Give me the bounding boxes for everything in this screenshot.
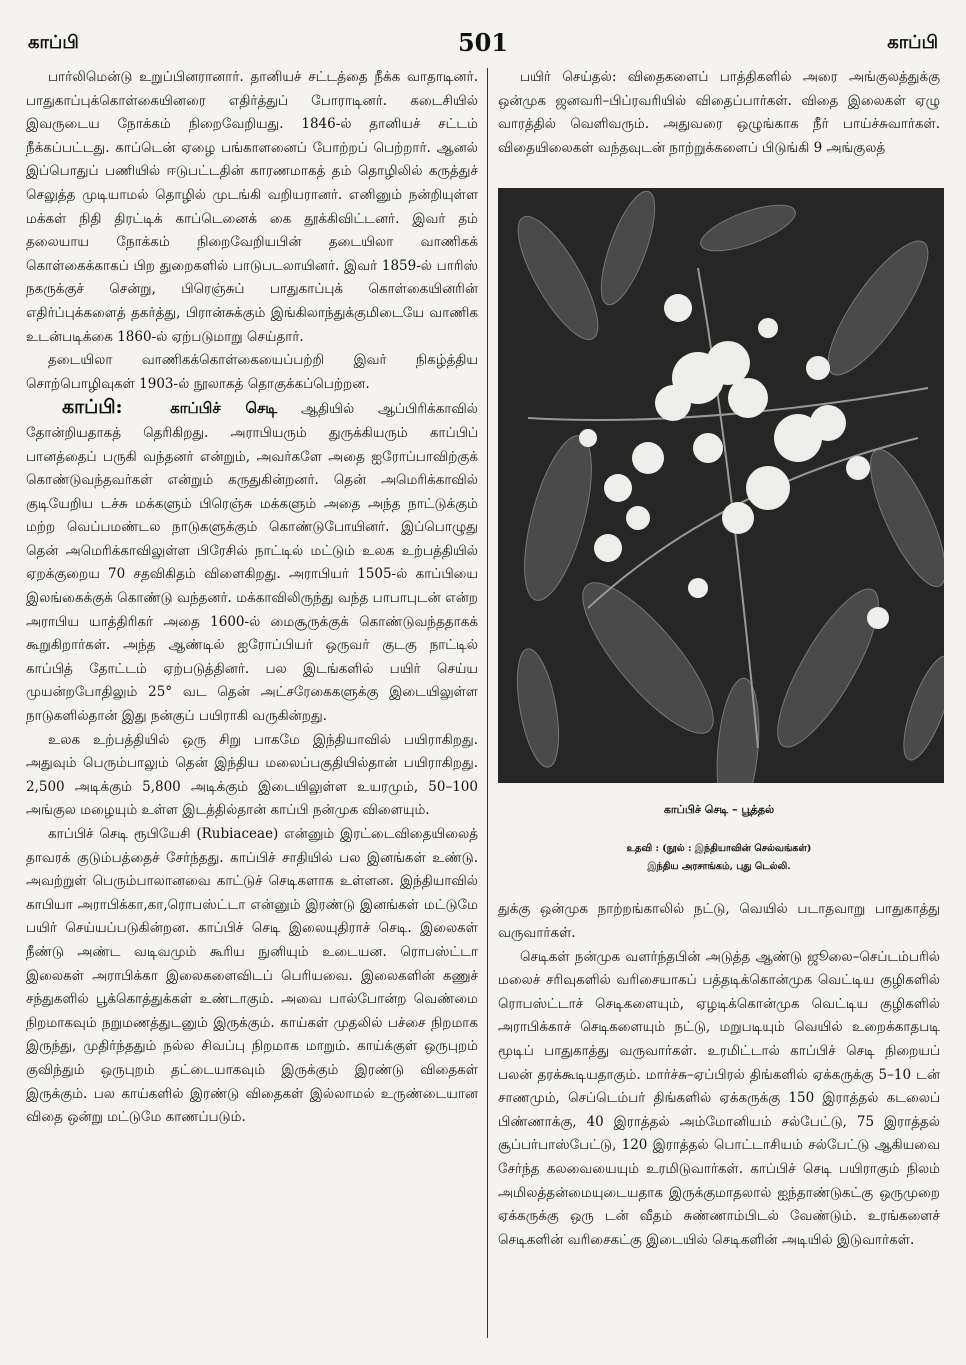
figure-credit: [498, 840, 940, 876]
coffee-entry-paragraph: [26, 396, 478, 728]
right-column: [498, 66, 940, 1252]
credit-publisher: இந்திய அரசாங்கம், புது டெல்லி.: [647, 861, 791, 873]
cobden-paragraph-2: தடையிலா வாணிகக்கொள்கையைப்பற்றி இவர் நிகழ்த்திய சொற்பொழிவுகள் 1903-ல் நூலாகத் தொகுக்கப்பெற்றன.: [26, 352, 478, 392]
cobden-paragraph-1: பார்லிமென்டு உறுப்பினரானார். தானியச் சட்டத்தை நீக்க வாதாடினர். பாதுகாப்புக்கொள்கையினரை எதிர்த்துப் போராடினர். கடைசியில் இவருடைய நோக்கம் நிறைவேறியது. 1846-ல் தானியச் சட்டம் நீக்கப்பட்டது. காப்டென் ஏழை பங்காளனைப் போற்றப் பெற்றார். ஆனல் இப்பொதுப் பணியில் ஈடுபட்டதின் காரணமாகத் தம் தொழிலில் கருத்துச் செலுத்த முடியாமல் தொழில் முடங்கி வறியரானர். எனினும் நன்றியுள்ள மக்கள் நிதி திரட்டிக் காப்டெனைக் கை தூக்கிவிட்டனர். இவர் தம் தலையாய நோக்கம் நிறைவேறியபின் தடையிலா வாணிகக் கொள்கைக்காகப் பிற துறைகளில் பாடுபடலாயினர். இவர் 1859-ல் பாரிஸ் நகருக்குச் சென்று, பிரெஞ்சுப் பாதுகாப்புக் கொள்கையினரின் எதிர்ப்புக்களைத் தகர்த்து, பிரான்சுக்கும் இங்கிலாந்துக்குமிடையே வாணிக உடன்படிக்கை 1860-ல் ஏற்படுமாறு செய்தார்.: [26, 69, 478, 345]
coffee-history-text: ஆதியில் ஆப்பிரிக்காவில் தோன்றியதாகத் தெரிகிறது. அராபியரும் துருக்கியரும் காப்பிப் பானத்தைப் பருகி வந்தனர் என்றும், அவர்களே அதை ஐரோப்பாவிற்குக் கொண்டுவந்தவர்கள் என்றும் கருதுகின்றனர். தென் அமெரிக்காவில் குடியேறிய டச்சு மக்களும் பிரெஞ்சு மக்களும் அதை அந்த நாட்டுக்கும் மற்ற வெப்பமண்டல நாடுகளுக்கும் கொண்டுபோயினர். இப்பொழுது தென் அமெரிக்காவிலுள்ள பிரேசில் நாட்டில் மட்டும் உலக உற்பத்தியில் ஏறக்குறைய 70 சதவிகிதம் விளைகிறது. அராபியர் 1505-ல் காப்பியை இலங்கைக்குக் கொண்டு வந்தனர். மக்காவிலிருந்து வந்த பாபாபுடன் என்ற அராபிய யாத்திரிகர் அதை 1600-ல் மைசூருக்குக் கொண்டுவந்ததாகக் கூறுகிறார்கள். அந்த ஆண்டில் ஐரோப்பியர் ஒருவர் குடகு நாட்டில் காப்பித் தோட்டம் ஏற்படுத்தினர். பல இடங்களில் பயிர் செய்ய முயன்றபோதிலும் 25° வட தென் அட்சரேகைகளுக்கு இடையிலுள்ள நாடுகளில்தான் இது நன்குப் பயிராகி வருகின்றது.: [26, 401, 478, 725]
india-cultivation-paragraph: உலக உற்பத்தியில் ஒரு சிறு பாகமே இந்தியாவில் பயிராகிறது. அதுவும் பெரும்பாலும் தென் இந்திய மலைப்பகுதியில்தான் பயிராகிறது. 2,500 அடிக்கும் 5,800 அடிக்கும் இடையிலுள்ள உயரமும், 50–100 அங்குல மழையும் உள்ள இடத்தில்தான் காப்பி நன்முக விளையும்.: [26, 731, 478, 819]
botany-paragraph: காப்பிச் செடி ரூபியேசி (Rubiaceae) என்னும் இரட்டைவிதையிலைத் தாவரக் குடும்பத்தைச் சேர்ந்தது. காப்பிச் சாதியில் பல இனங்கள் உண்டு. அவற்றுள் பெரும்பாலானவை காட்டுச் செடிகளாக உள்ளன. இந்தியாவில் காபியா அராபிக்கா,கா,ரொபஸ்ட்டா என்னும் இரண்டு இனங்கள் மட்டுமே பயிர் செய்யப்படுகின்றன. காப்பிச் செடி இலையுதிராச் செடி. இலைகள் நீண்டு அண்ட வடிவமும் கூரிய நுனியும் உடையன. ரொபஸ்ட்டா இலைகள் அராபிக்கா இலைகளைவிடப் பெரியவை. இலைகளின் கணுச் சந்துகளில் பூக்கொத்துக்கள் உண்டாகும். அவை பால்போன்ற வெண்மை நிறமாகவும் நறுமணத்துடனும் இருக்கும். காய்கள் முதலில் பச்சை நிறமாக இருந்து, முதிர்ந்ததும் நல்ல சிவப்பு நிறமாக மாறும். காய்க்குள் ஒருபுறம் குவிந்தும் ஒருபுறம் தட்டையாகவும் இருக்கும் இரண்டு விதைகள் இருக்கும். பல காய்களில் இரண்டு விதைகள் இல்லாமல் உருண்டையான விதை ஒன்று மட்டுமே காணப்படும்.: [26, 826, 478, 1126]
figure-caption: காப்பிச் செடி – பூத்தல்: [663, 803, 775, 817]
entry-heading: காப்பி:: [62, 396, 123, 419]
credit-source: உதவி : (நூல் : இந்தியாவின் செல்வங்கள்): [626, 843, 812, 855]
cultivation-paragraph-3: செடிகள் நன்முக வளர்ந்தபின் அடுத்த ஆண்டு ஜூலை–செப்டம்பரில் மலைச் சரிவுகளில் வரிசையாகப் பத்தடிக்கொன்முக வெட்டிய குழிகளில் ரொபஸ்ட்டாச் செடிகளையும், ஏழடிக்கொன்முக வெட்டிய குழிகளில் அராபிக்காச் செடிகளையும் நட்டு, மறுபடியும் வெயில் உறைக்காதபடி மூடிப் பாதுகாத்து வருவார்கள். உரமிட்டால் காப்பிச் செடி நிறையப் பலன் தரக்கூடியதாகும். மார்ச்சு–ஏப்பிரல் திங்களில் ஏக்கருக்கு 5–10 டன் சாணமும், செப்டெம்பர் திங்களில் ஏக்கருக்கு 150 இராத்தல் கடலைப் பிண்ணாக்கு, 40 இராத்தல் அம்மோனியம் சல்பேட்டு, 75 இராத்தல் சூப்பர்பாஸ்பேட்டு, 120 இராத்தல் பொட்டாசியம் சல்பேட்டு ஆகியவை சேர்ந்த கலவையையும் உரமிடுவார்கள். காப்பிச் செடி பயிராகும் நிலம் அமிலத்தன்மையுடையதாக இருக்குமாதலால் ஐந்தாண்டுகட்கு ஒருமுறை ஏக்கருக்கு ஒரு டன் வீதம் சுண்ணாம்பிடல் வேண்டும். உரங்களைச் செடிகளின் வரிசைகட்கு இடையில் செடிகளின் அடியில் இடுவார்கள்.: [498, 948, 940, 1248]
cultivation-paragraph-1: பயிர் செய்தல்: விதைகளைப் பாத்திகளில் அரை அங்குலத்துக்கு ஒன்முக ஜனவரி–பிப்ரவரியில் விதைப்பார்கள். விதை இலைகள் ஏழு வாரத்தில் வெளிவரும். அதுவரை ஒழுங்காக நீர் பாய்ச்சுவார்கள். விதையிலைகள் வந்தவுடன் நாற்றுக்களைப் பிடுங்கி 9 அங்குலத்: [498, 69, 940, 156]
entry-subheading: காப்பிச் செடி: [170, 399, 278, 418]
cultivation-paragraph-2: துக்கு ஒன்முக நாற்றங்காலில் நட்டு, வெயில் படாதவாறு பாதுகாத்து வருவார்கள்.: [498, 901, 940, 941]
page-header: [28, 28, 938, 58]
column-divider: [487, 68, 488, 1338]
coffee-plant-illustration: [498, 188, 944, 783]
coffee-plant-photo: [498, 188, 944, 783]
left-column: [26, 66, 478, 1130]
running-head-left: காப்பி: [28, 32, 79, 53]
running-head-right: காப்பி: [887, 32, 938, 53]
page-number: 501: [457, 28, 509, 57]
